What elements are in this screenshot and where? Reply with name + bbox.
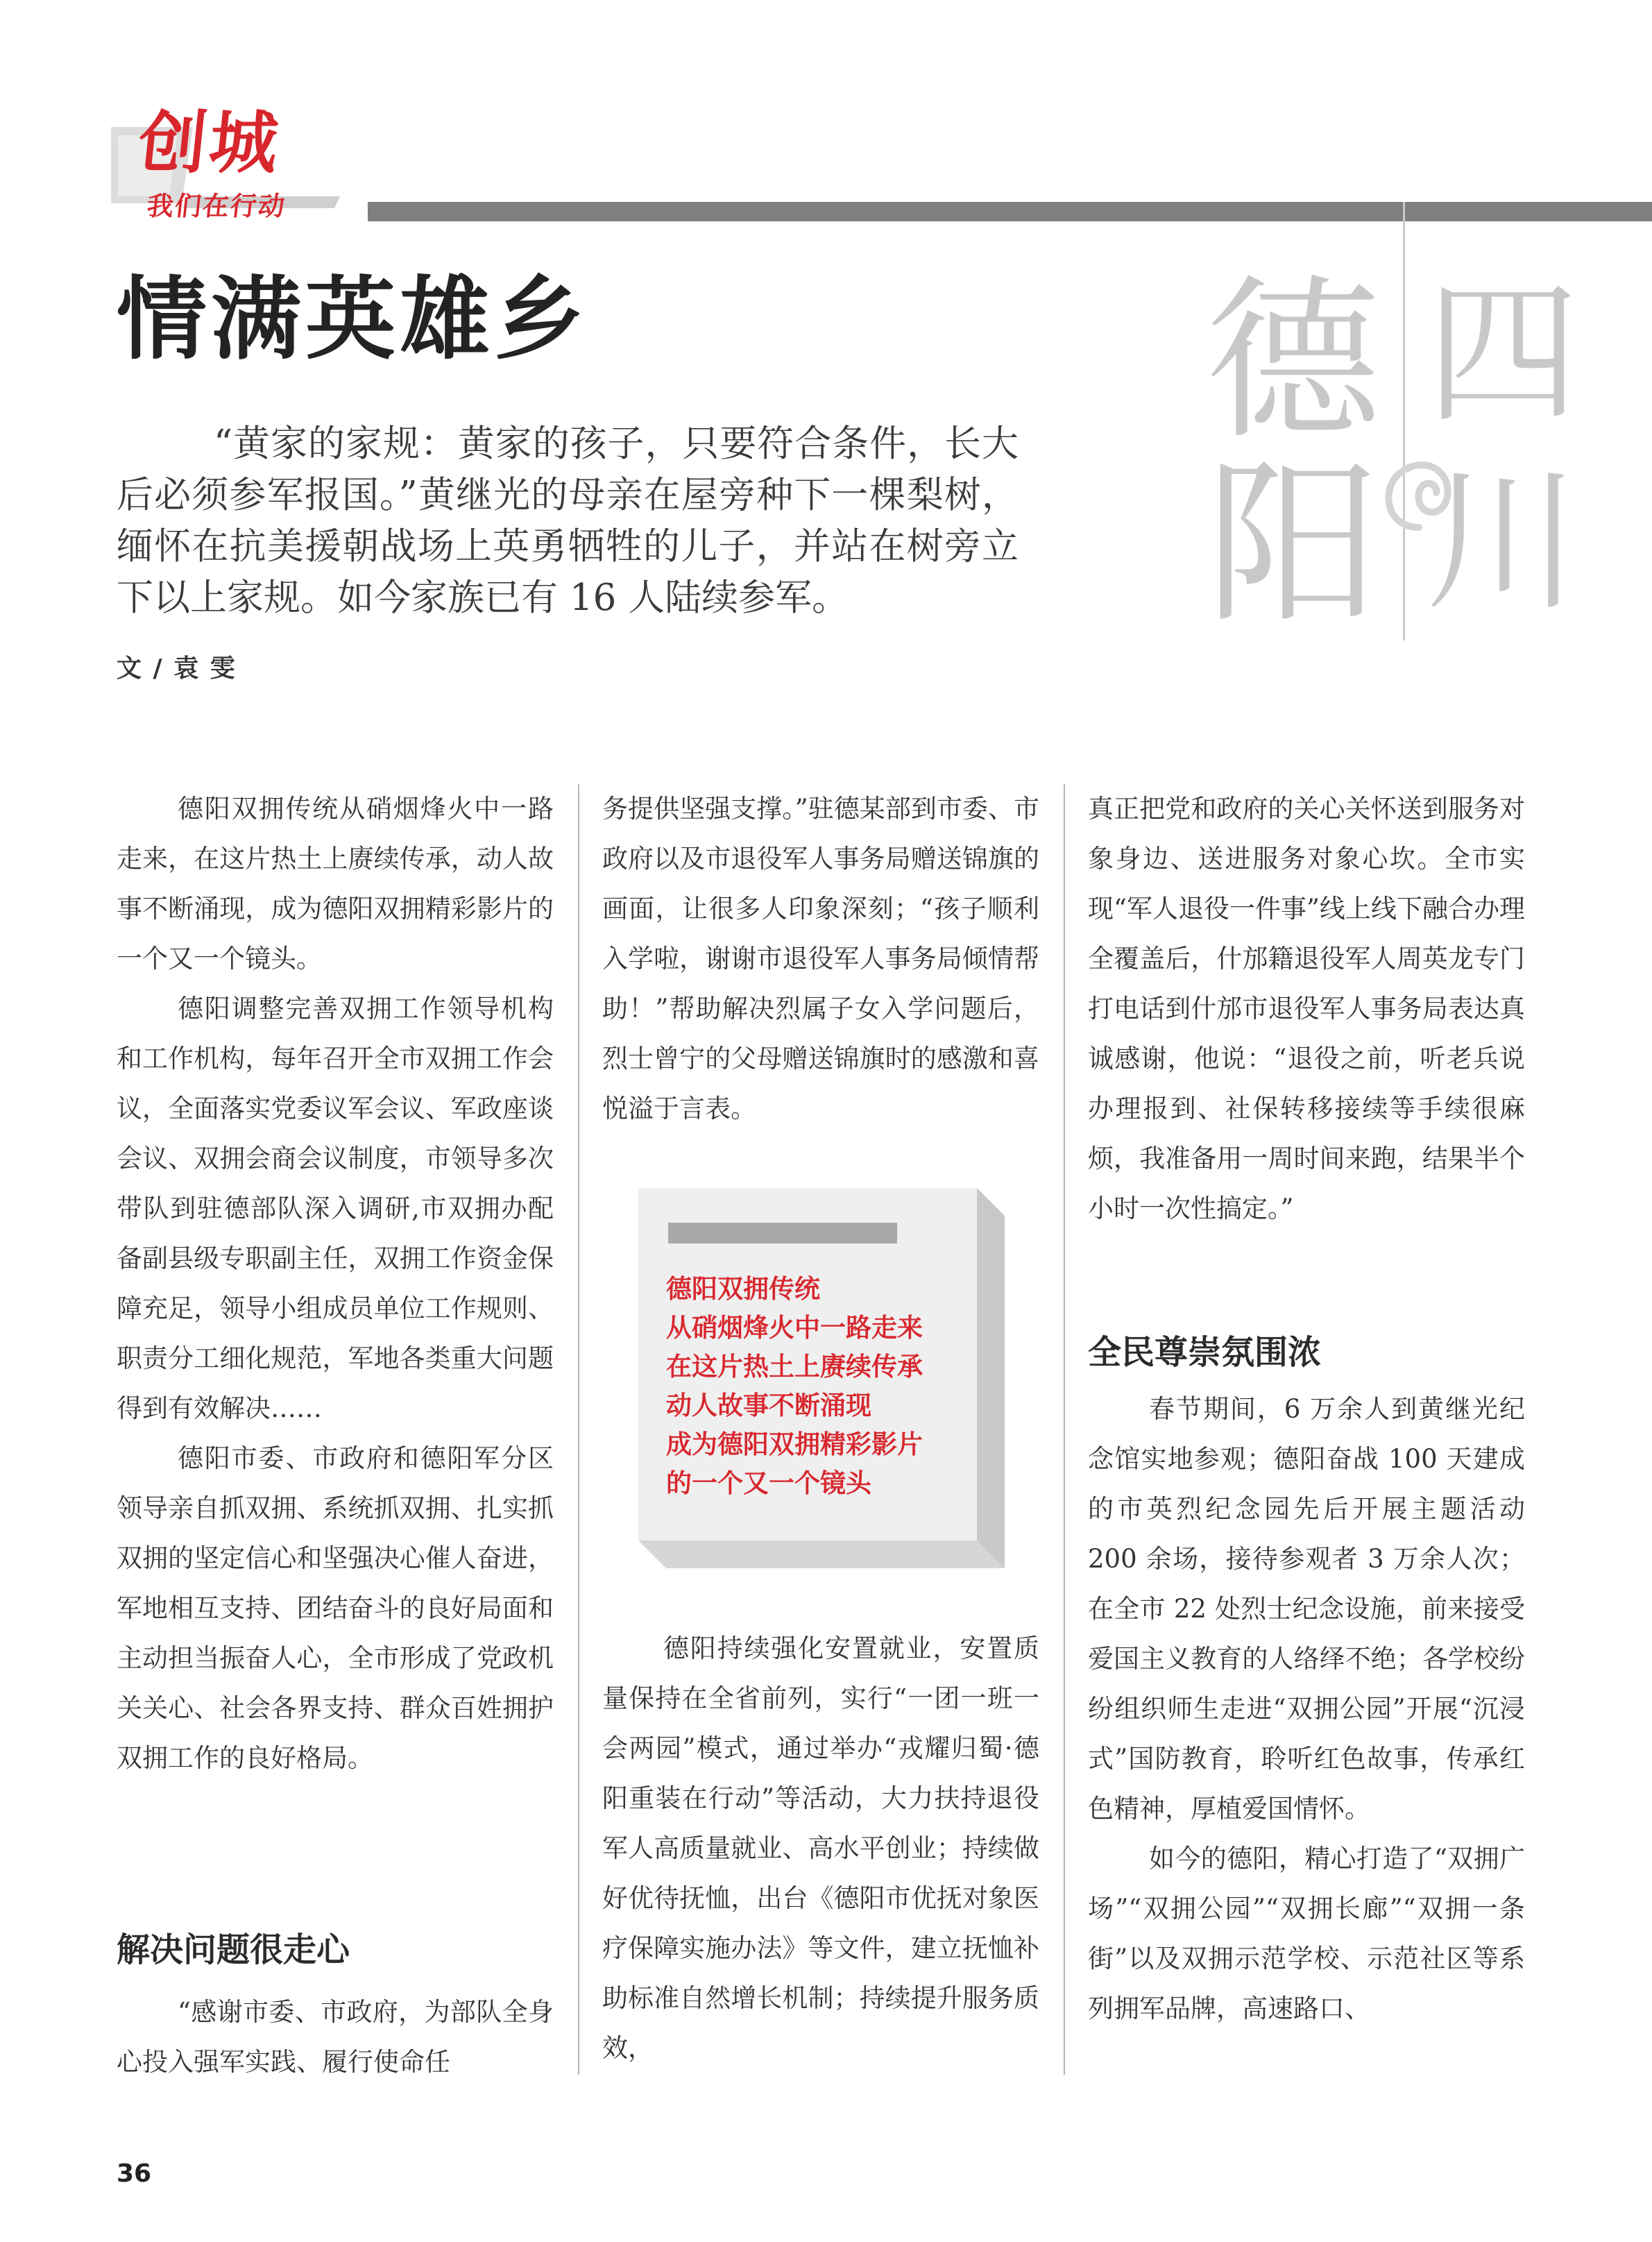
section-heading: 解决问题很走心 [117, 1930, 350, 1969]
header-rule [368, 202, 1652, 221]
pull-quote-line: 德阳双拥传统 [666, 1274, 820, 1304]
pull-quote-line: 的一个又一个镜头 [666, 1468, 871, 1498]
column-divider [1064, 784, 1065, 2075]
column-divider [578, 784, 579, 2075]
body-paragraph: 德阳市委、市政府和德阳军分区领导亲自抓双拥、系统抓双拥、扎实抓双拥的坚定信心和坚强决心催人奋进，军地相互支持、团结奋斗的良好局面和主动担当振奋人心，全市形成了党政机关关心、社会各界支持、群众百姓拥护双拥工作的良好格局。 [117, 1443, 554, 1773]
body-column-1-tail [117, 1987, 554, 2087]
body-paragraph: 春节期间，6 万余人到黄继光纪念馆实地参观；德阳奋战 100 天建成的市英烈纪念园先后开展主题活动 200 余场，接待参观者 3 万余人次；在全市 22 处烈士纪念设施，前来接受爱国主义教育的人络绎不绝；各学校纷纷组织师生走进“双拥公园”开展“沉浸式”国防教育，聆听红色故事，传承红色精神，厚植爱国情怀。 [1088, 1394, 1525, 1824]
pull-quote-line: 动人故事不断涌现 [666, 1391, 871, 1420]
article-lead: “黄家的家规：黄家的孩子，只要符合条件，长大后必须参军报国。”黄继光的母亲在屋旁种下一棵梨树，缅怀在抗美援朝战场上英勇牺牲的儿子，并站在树旁立下以上家规。如今家族已有 16 人陆续参军。 [117, 423, 1019, 619]
body-column-3-tail [1088, 1384, 1525, 2034]
location-char-de: 德 [1206, 260, 1381, 463]
pull-quote-bar [668, 1223, 897, 1243]
body-paragraph: 务提供坚强支撑。”驻德某部到市委、市政府以及市退役军人事务局赠送锦旗的画面，让很多人印象深刻；“孩子顺利入学啦，谢谢市退役军人事务局倾情帮助！”帮助解决烈属子女入学问题后，烈士曾宁的父母赠送锦旗时的感激和喜悦溢于言表。 [602, 794, 1039, 1123]
article-title: 情满英雄乡 [117, 266, 589, 372]
body-column-1 [117, 784, 554, 1783]
body-column-2-tail [602, 1624, 1039, 2073]
body-paragraph: 如今的德阳，精心打造了“双拥广场”“双拥公园”“双拥长廊”“双拥一条街”以及双拥示范学校、示范社区等系列拥军品牌，高速路口、 [1088, 1844, 1525, 2023]
body-paragraph: 德阳调整完善双拥工作领导机构和工作机构，每年召开全市双拥工作会议，全面落实党委议军会议、军政座谈会议、双拥会商会议制度，市领导多次带队到驻德部队深入调研,市双拥办配备副县级专职副主任，双拥工作资金保障充足，领导小组成员单位工作规则、职责分工细化规范，军地各类重大问题得到有效解决…… [117, 994, 554, 1423]
body-column-2 [602, 784, 1039, 1134]
article-byline: 文 / 袁 雯 [117, 654, 237, 683]
location-char-chuan: 川 [1426, 452, 1580, 631]
body-paragraph: 德阳持续强化安置就业，安置质量保持在全省前列，实行“一团一班一会两园”模式，通过举办“戎耀归蜀·德阳重装在行动”等活动，大力扶持退役军人高质量就业、高水平创业；持续做好优待抚恤，出台《德阳市优抚对象医疗保障实施办法》等文件，建立抚恤补助标准自然增长机制；持续提升服务质效， [602, 1633, 1039, 2063]
pull-quote-line: 在这片热土上赓续传承 [666, 1352, 923, 1382]
pull-quote-line: 成为德阳双拥精彩影片 [666, 1429, 923, 1459]
section-heading: 全民尊崇氛围浓 [1088, 1333, 1322, 1372]
location-char-yang: 阳 [1206, 443, 1381, 647]
header-divider-line [1403, 202, 1405, 640]
logo-subtitle: 我们在行动 [145, 191, 288, 221]
location-char-si: 四 [1426, 265, 1580, 444]
body-paragraph: 真正把党和政府的关心关怀送到服务对象身边、送进服务对象心坎。全市实现“军人退役一件事”线上线下融合办理全覆盖后，什邡籍退役军人周英龙专门打电话到什邡市退役军人事务局表达真诚感谢，他说：“退役之前，听老兵说办理报到、社保转移接续等手续很麻烦，我准备用一周时间来跑，结果半个小时一次性搞定。” [1088, 794, 1525, 1223]
decorative-swirl-icon [1377, 423, 1461, 534]
body-column-3 [1088, 784, 1525, 1234]
page-number: 36 [117, 2159, 152, 2188]
pull-quote-line: 从硝烟烽火中一路走来 [666, 1313, 923, 1343]
body-paragraph: 德阳双拥传统从硝烟烽火中一路走来，在这片热土上赓续传承，动人故事不断涌现，成为德阳双拥精彩影片的一个又一个镜头。 [117, 794, 554, 974]
pull-quote [666, 1270, 964, 1503]
body-paragraph: “感谢市委、市政府，为部队全身心投入强军实践、履行使命任 [117, 1997, 554, 2077]
logo-title: 创城 [135, 104, 285, 183]
